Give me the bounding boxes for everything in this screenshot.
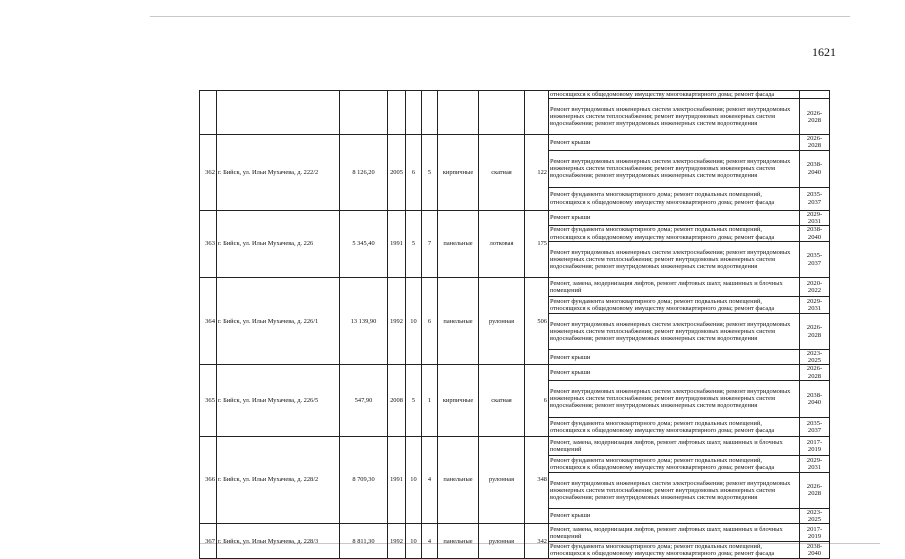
work-type: Ремонт внутридомовых инженерных систем электроснабжения; ремонт внутридомовых инженерных систем теплоснабжения; ремонт внутридомовых инженерных систем водоснабжения; ремонт внутридомовых инженерных систем водоотведения (549, 150, 800, 187)
work-type: Ремонт фундамента многоквартирного дома; ремонт подвальных помещений, относящихся к общедомовому имуществу многоквартирного дома; ремонт фасада (549, 297, 800, 314)
work-type: Ремонт внутридомовых инженерных систем электроснабжения; ремонт внутридомовых инженерных систем теплоснабжения; ремонт внутридомовых инженерных систем водоснабжения; ремонт внутридомовых инженерных систем водоотведения (549, 472, 800, 508)
house-residents: 348 (525, 436, 549, 523)
house-wall-material: панельные (438, 278, 479, 365)
work-period: 2035-2037 (800, 242, 830, 278)
house-residents: 506 (525, 278, 549, 365)
work-type: Ремонт фундамента многоквартирного дома; ремонт подвальных помещений, относящихся к общедомовому имуществу многоквартирного дома; ремонт фасада (549, 417, 800, 436)
scan-edge-top (150, 16, 850, 17)
work-type: Ремонт внутридомовых инженерных систем электроснабжения; ремонт внутридомовых инженерных систем теплоснабжения; ремонт внутридомовых инженерных систем водоснабжения; ремонт внутридомовых инженерных систем водоотведения (549, 314, 800, 350)
house-residents: 342 (525, 524, 549, 559)
work-period: 2020-2022 (800, 278, 830, 297)
work-type: Ремонт фундамента многоквартирного дома; ремонт подвальных помещений, относящихся к общедомовому имуществу многоквартирного дома; ремонт фасада (549, 455, 800, 472)
house-number: 365 (200, 365, 217, 436)
work-type: Ремонт, замена, модернизация лифтов, ремонт лифтовых шахт, машинных и блочных помещений (549, 278, 800, 297)
house-area: 5 345,40 (340, 210, 388, 277)
house-area (340, 91, 388, 135)
work-period: 2038-2040 (800, 150, 830, 187)
house-number: 367 (200, 524, 217, 559)
house-floors: 5 (406, 210, 422, 277)
work-type: Ремонт крыши (549, 350, 800, 365)
table-row (200, 436, 830, 455)
house-entrances: 1 (422, 365, 438, 436)
house-roof-type: рулонная (479, 278, 525, 365)
house-year: 1991 (388, 210, 406, 277)
house-year: 1992 (388, 524, 406, 559)
work-type: Ремонт, замена, модернизация лифтов, ремонт лифтовых шахт, машинных и блочных помещений (549, 524, 800, 542)
house-entrances: 7 (422, 210, 438, 277)
work-type: Ремонт крыши (549, 508, 800, 523)
house-number (200, 91, 217, 135)
house-address: г. Бийск, ул. Ильи Мухачева, д. 222/2 (217, 135, 340, 210)
work-period: 2017-2019 (800, 436, 830, 455)
house-entrances: 5 (422, 135, 438, 210)
work-period: 2026-2028 (800, 314, 830, 350)
house-residents: 6 (525, 365, 549, 436)
house-floors: 10 (406, 524, 422, 559)
work-type: Ремонт фундамента многоквартирного дома; ремонт подвальных помещений, относящихся к общедомовому имуществу многоквартирного дома; ремонт фасада (549, 226, 800, 242)
house-floors: 6 (406, 135, 422, 210)
house-area: 13 139,90 (340, 278, 388, 365)
work-type: относящихся к общедомовому имуществу многоквартирного дома; ремонт фасада (549, 91, 800, 99)
page-number: 1621 (812, 45, 836, 59)
table-row (200, 278, 830, 297)
table-row (200, 365, 830, 380)
table-row (200, 210, 830, 225)
house-entrances: 4 (422, 524, 438, 559)
work-type: Ремонт крыши (549, 135, 800, 150)
house-address: г. Бийск, ул. Ильи Мухачева, д. 226 (217, 210, 340, 277)
house-floors: 10 (406, 436, 422, 523)
house-number: 366 (200, 436, 217, 523)
housing-repair-table (199, 90, 830, 559)
house-entrances (422, 91, 438, 135)
house-floors: 5 (406, 365, 422, 436)
house-address (217, 91, 340, 135)
work-type: Ремонт крыши (549, 365, 800, 380)
house-number: 363 (200, 210, 217, 277)
house-area: 8 811,30 (340, 524, 388, 559)
house-year: 2008 (388, 365, 406, 436)
house-residents (525, 91, 549, 135)
house-floors (406, 91, 422, 135)
house-year: 2005 (388, 135, 406, 210)
house-address: г. Бийск, ул. Ильи Мухачева, д. 228/3 (217, 524, 340, 559)
work-period: 2038-2040 (800, 542, 830, 559)
house-roof-type: рулонная (479, 436, 525, 523)
house-address: г. Бийск, ул. Ильи Мухачева, д. 228/2 (217, 436, 340, 523)
house-number: 364 (200, 278, 217, 365)
house-area: 8 126,20 (340, 135, 388, 210)
house-address: г. Бийск, ул. Ильи Мухачева, д. 226/5 (217, 365, 340, 436)
house-wall-material (438, 91, 479, 135)
house-entrances: 6 (422, 278, 438, 365)
work-type: Ремонт, замена, модернизация лифтов, ремонт лифтовых шахт, машинных и блочных помещений (549, 436, 800, 455)
work-type: Ремонт фундамента многоквартирного дома; ремонт подвальных помещений, относящихся к общедомовому имуществу многоквартирного дома; ремонт фасада (549, 542, 800, 559)
work-period: 2023-2025 (800, 350, 830, 365)
house-floors: 10 (406, 278, 422, 365)
table-row (200, 524, 830, 542)
work-period: 2029-2031 (800, 297, 830, 314)
work-period: 2029-2031 (800, 455, 830, 472)
work-type: Ремонт внутридомовых инженерных систем электроснабжения; ремонт внутридомовых инженерных систем теплоснабжения; ремонт внутридомовых инженерных систем водоснабжения; ремонт внутридомовых инженерных систем водоотведения (549, 99, 800, 135)
house-number: 362 (200, 135, 217, 210)
house-wall-material: панельные (438, 210, 479, 277)
work-period: 2035-2037 (800, 417, 830, 436)
house-year: 1992 (388, 278, 406, 365)
house-area: 8 709,30 (340, 436, 388, 523)
house-year (388, 91, 406, 135)
work-period: 2026-2028 (800, 365, 830, 380)
house-area: 547,90 (340, 365, 388, 436)
table-row (200, 91, 830, 99)
house-wall-material: панельные (438, 436, 479, 523)
house-address: г. Бийск, ул. Ильи Мухачева, д. 226/1 (217, 278, 340, 365)
house-entrances: 4 (422, 436, 438, 523)
work-type: Ремонт внутридомовых инженерных систем электроснабжения; ремонт внутридомовых инженерных систем теплоснабжения; ремонт внутридомовых инженерных систем водоснабжения; ремонт внутридомовых инженерных систем водоотведения (549, 242, 800, 278)
work-period: 2023-2025 (800, 508, 830, 523)
house-year: 1991 (388, 436, 406, 523)
work-period: 2026-2028 (800, 472, 830, 508)
house-residents: 122 (525, 135, 549, 210)
work-type: Ремонт внутридомовых инженерных систем электроснабжения; ремонт внутридомовых инженерных систем теплоснабжения; ремонт внутридомовых инженерных систем водоснабжения; ремонт внутридомовых инженерных систем водоотведения (549, 380, 800, 417)
house-residents: 175 (525, 210, 549, 277)
house-wall-material: панельные (438, 524, 479, 559)
work-period (800, 91, 830, 99)
work-period: 2017-2019 (800, 524, 830, 542)
work-period: 2026-2028 (800, 99, 830, 135)
work-type: Ремонт фундамента многоквартирного дома; ремонт подвальных помещений, относящихся к общедомовому имуществу многоквартирного дома; ремонт фасада (549, 187, 800, 210)
house-roof-type: скатная (479, 135, 525, 210)
work-period: 2038-2040 (800, 380, 830, 417)
table-row (200, 135, 830, 150)
house-roof-type: рулонная (479, 524, 525, 559)
house-wall-material: кирпичные (438, 135, 479, 210)
work-period: 2029-2031 (800, 210, 830, 225)
work-period: 2038-2040 (800, 226, 830, 242)
house-roof-type (479, 91, 525, 135)
house-roof-type: лотковая (479, 210, 525, 277)
house-roof-type: скатная (479, 365, 525, 436)
house-wall-material: кирпичные (438, 365, 479, 436)
work-period: 2026-2028 (800, 135, 830, 150)
work-period: 2035-2037 (800, 187, 830, 210)
table-body (200, 91, 830, 559)
work-type: Ремонт крыши (549, 210, 800, 225)
